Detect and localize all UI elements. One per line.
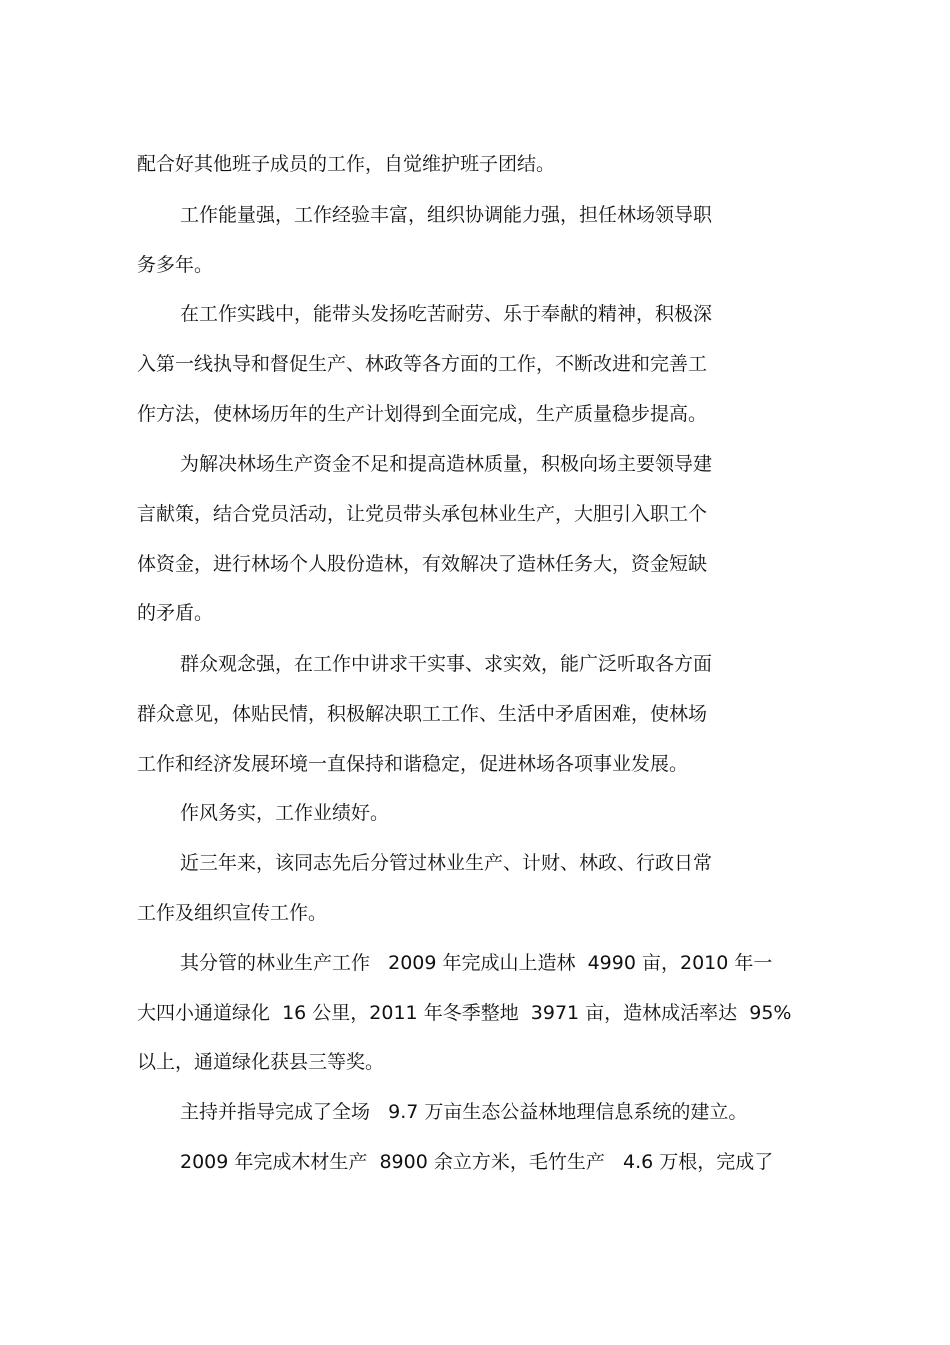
- text-line: 其分管的林业生产工作 2009 年完成山上造林 4990 亩，2010 年一: [180, 952, 773, 974]
- text-line: 群众观念强，在工作中讲求干实事、求实效，能广泛听取各方面: [180, 653, 713, 675]
- text-line: 群众意见，体贴民情，积极解决职工工作、生活中矛盾困难，使林场: [137, 703, 708, 725]
- text-line: 工作和经济发展环境一直保持和谐稳定，促进林场各项事业发展。: [137, 753, 689, 775]
- text-line: 作方法，使林场历年的生产计划得到全面完成，生产质量稳步提高。: [137, 403, 708, 425]
- text-line: 配合好其他班子成员的工作，自觉维护班子团结。: [137, 153, 556, 175]
- text-line: 工作能量强，工作经验丰富，组织协调能力强，担任林场领导职: [180, 204, 713, 226]
- text-line: 作风务实，工作业绩好。: [180, 802, 390, 824]
- text-line: 在工作实践中，能带头发扬吃苦耐劳、乐于奉献的精神，积极深: [180, 303, 713, 325]
- text-line: 入第一线执导和督促生产、林政等各方面的工作，不断改进和完善工: [137, 353, 708, 375]
- text-line: 工作及组织宣传工作。: [137, 902, 328, 924]
- text-line: 主持并指导完成了全场 9.7 万亩生态公益林地理信息系统的建立。: [180, 1101, 748, 1123]
- text-line: 体资金，进行林场个人股份造林，有效解决了造林任务大，资金短缺: [137, 553, 708, 575]
- text-line: 为解决林场生产资金不足和提高造林质量，积极向场主要领导建: [180, 453, 713, 475]
- text-line: 近三年来，该同志先后分管过林业生产、计财、林政、行政日常: [180, 852, 713, 874]
- text-line: 2009 年完成木材生产 8900 余立方米，毛竹生产 4.6 万根，完成了: [180, 1151, 774, 1173]
- text-line: 务多年。: [137, 254, 214, 276]
- text-line: 以上，通道绿化获县三等奖。: [137, 1051, 385, 1073]
- text-line: 言献策，结合党员活动，让党员带头承包林业生产，大胆引入职工个: [137, 503, 708, 525]
- text-line: 的矛盾。: [137, 602, 214, 624]
- text-line: 大四小通道绿化 16 公里，2011 年冬季整地 3971 亩，造林成活率达 95%: [137, 1002, 792, 1024]
